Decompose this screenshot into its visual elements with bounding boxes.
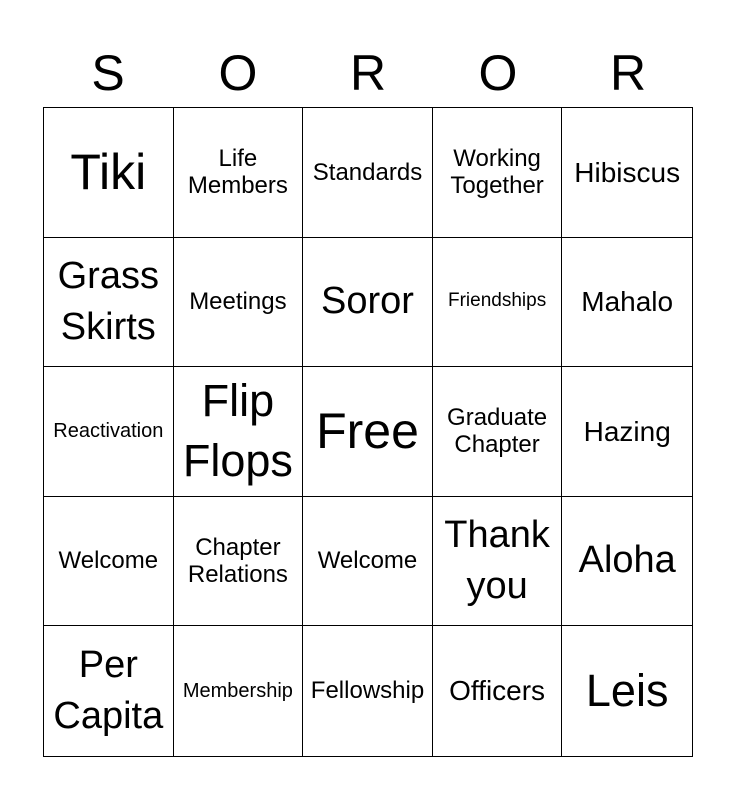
bingo-cell[interactable] xyxy=(562,108,692,238)
cell-label: Membership xyxy=(182,679,293,702)
cell-label: Flip Flops xyxy=(182,374,293,487)
bingo-cell[interactable] xyxy=(303,238,433,368)
cell-label: Aloha xyxy=(578,539,676,582)
cell-label: Graduate Chapter xyxy=(447,403,548,459)
cell-label: Mahalo xyxy=(581,286,674,318)
bingo-cell[interactable] xyxy=(433,497,563,627)
cell-label: Welcome xyxy=(58,547,159,575)
bingo-cell[interactable] xyxy=(433,626,563,756)
bingo-cell[interactable] xyxy=(303,626,433,756)
bingo-cell[interactable] xyxy=(303,108,433,238)
bingo-board xyxy=(43,107,693,757)
bingo-cell[interactable] xyxy=(44,497,174,627)
cell-label: Chapter Relations xyxy=(187,533,288,589)
cell-label: Friendships xyxy=(447,290,547,312)
bingo-cell[interactable] xyxy=(174,497,304,627)
bingo-cell[interactable] xyxy=(44,367,174,497)
cell-label: Hazing xyxy=(583,415,671,447)
cell-label: Soror xyxy=(321,280,414,323)
bingo-header xyxy=(43,40,693,106)
bingo-cell[interactable] xyxy=(303,497,433,627)
cell-label: Hibiscus xyxy=(574,156,681,188)
cell-label: Free xyxy=(316,403,419,460)
bingo-cell[interactable] xyxy=(562,626,692,756)
cell-label: Thank you xyxy=(444,513,550,608)
bingo-cell[interactable] xyxy=(433,108,563,238)
bingo-cell[interactable] xyxy=(562,238,692,368)
cell-label: Standards xyxy=(312,158,423,186)
bingo-cell[interactable] xyxy=(562,497,692,627)
cell-label: Per Capita xyxy=(53,643,164,738)
bingo-cell[interactable] xyxy=(433,367,563,497)
cell-label: Meetings xyxy=(189,288,287,316)
cell-label: Leis xyxy=(585,664,669,716)
bingo-cell[interactable] xyxy=(174,108,304,238)
header-letter-2: O xyxy=(218,45,258,101)
bingo-cell[interactable] xyxy=(174,238,304,368)
bingo-cell[interactable] xyxy=(433,238,563,368)
bingo-cell[interactable] xyxy=(174,626,304,756)
cell-label: Working Together xyxy=(450,144,544,200)
cell-label: Life Members xyxy=(187,144,288,200)
header-letter-4: O xyxy=(478,45,518,101)
cell-label: Tiki xyxy=(70,144,147,201)
header-letter-3: R xyxy=(349,45,387,101)
header-letter-1: S xyxy=(91,45,125,101)
cell-label: Fellowship xyxy=(310,677,425,705)
bingo-cell[interactable] xyxy=(174,367,304,497)
bingo-cell[interactable] xyxy=(303,367,433,497)
cell-label: Reactivation xyxy=(53,419,164,442)
bingo-cell[interactable] xyxy=(44,108,174,238)
cell-label: Welcome xyxy=(317,547,418,575)
bingo-cell[interactable] xyxy=(44,238,174,368)
bingo-cell[interactable] xyxy=(44,626,174,756)
header-letter-5: R xyxy=(609,45,647,101)
cell-label: Grass Skirts xyxy=(57,254,159,348)
cell-label: Officers xyxy=(449,675,546,707)
bingo-cell[interactable] xyxy=(562,367,692,497)
